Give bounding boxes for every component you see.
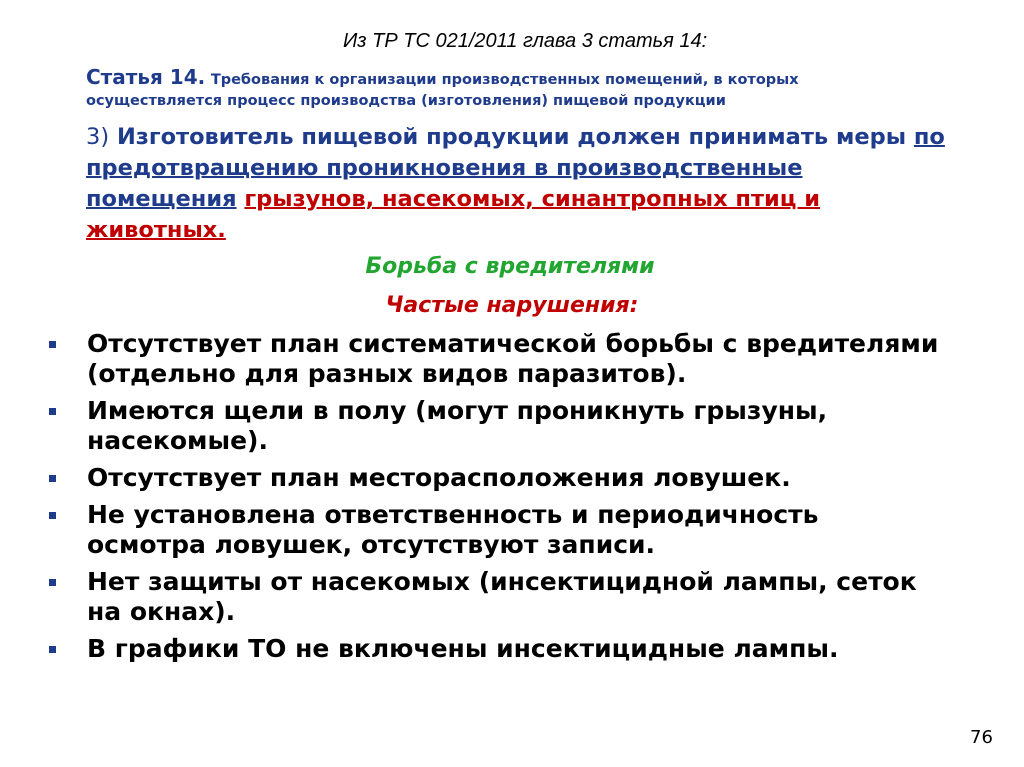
article-number: Статья 14. bbox=[86, 65, 206, 89]
square-bullet-icon bbox=[49, 579, 56, 586]
clause-underlined-text: по предотвращению проникновения в производственные помещения bbox=[86, 124, 945, 212]
section-subtitle: Частые нарушения: bbox=[385, 293, 639, 318]
list-item-text: Нет защиты от насекомых (инсектицидной лампы, сеток на окнах). bbox=[87, 567, 917, 626]
list-item bbox=[44, 500, 944, 560]
list-item bbox=[44, 634, 944, 664]
list-item-text: Имеются щели в полу (могут проникнуть грызуны, насекомые). bbox=[87, 396, 828, 455]
clause-text: Изготовитель пищевой продукции должен принимать меры bbox=[116, 124, 907, 150]
article-header bbox=[86, 65, 926, 111]
list-item-text: В графики ТО не включены инсектицидные лампы. bbox=[87, 634, 839, 663]
source-reference: Из ТР ТС 021/2011 глава 3 статья 14: bbox=[343, 30, 708, 52]
square-bullet-icon bbox=[49, 512, 56, 519]
clause-number: 3) bbox=[86, 124, 110, 150]
violations-list bbox=[44, 329, 944, 671]
square-bullet-icon bbox=[49, 408, 56, 415]
article-title: Требования к организации производственных помещений, в которых осуществляется процесс производства (изготовления) пищевой продукции bbox=[86, 72, 799, 109]
list-item-text: Отсутствует план месторасположения ловушек. bbox=[87, 463, 791, 492]
list-item-text: Не установлена ответственность и периодичность осмотра ловушек, отсутствуют записи. bbox=[87, 500, 819, 559]
list-item bbox=[44, 567, 944, 627]
article-clause bbox=[86, 122, 946, 246]
list-item bbox=[44, 396, 944, 456]
section-title bbox=[0, 254, 1024, 279]
list-item bbox=[44, 329, 944, 389]
list-item-text: Отсутствует план систематической борьбы с вредителями (отдельно для разных видов паразитов). bbox=[87, 329, 939, 388]
page-number: 76 bbox=[970, 727, 993, 748]
square-bullet-icon bbox=[49, 646, 56, 653]
square-bullet-icon bbox=[49, 475, 56, 482]
list-item bbox=[44, 463, 944, 493]
clause-highlighted-text: грызунов, насекомых, синантропных птиц и животных. bbox=[86, 186, 821, 243]
section-title-text: Борьба с вредителями bbox=[365, 254, 655, 279]
square-bullet-icon bbox=[49, 341, 56, 348]
